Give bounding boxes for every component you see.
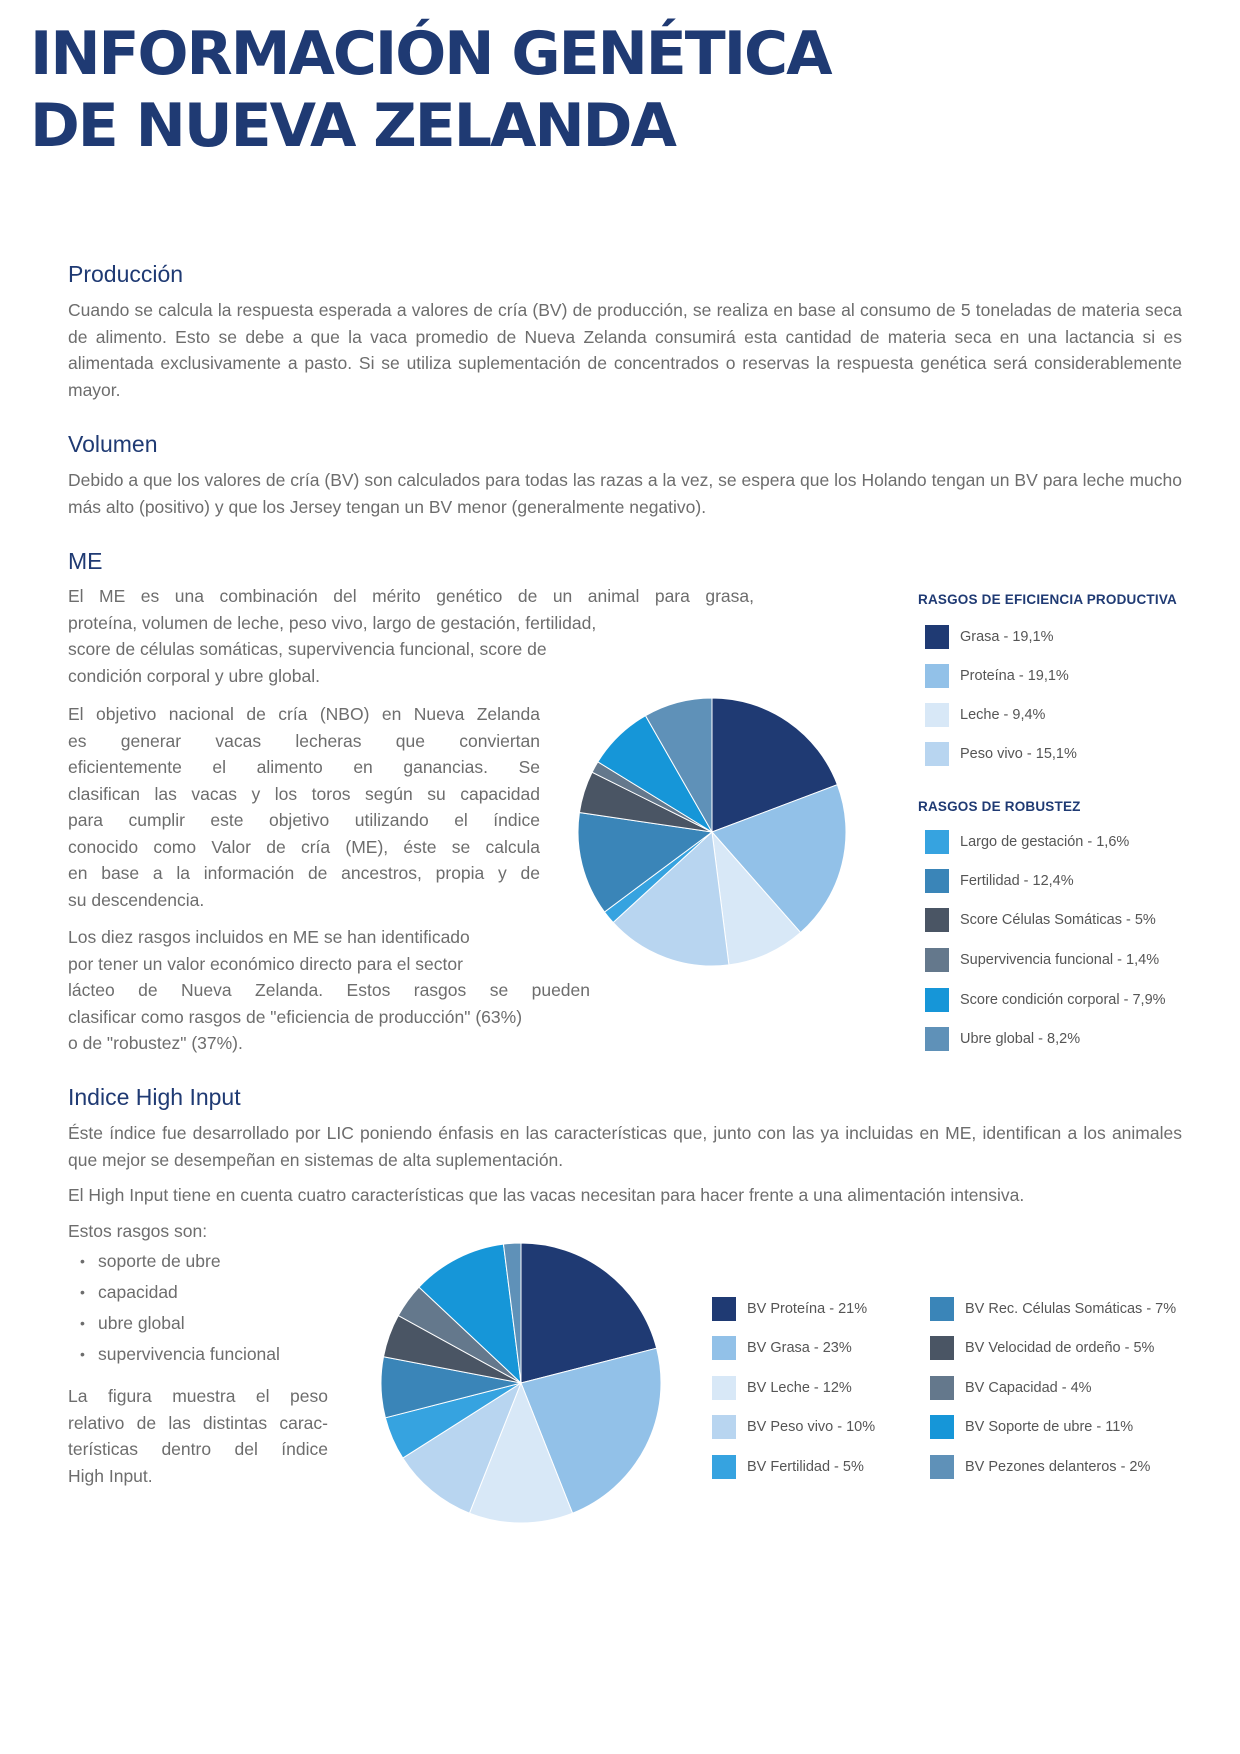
list-item xyxy=(68,1246,280,1277)
list-item xyxy=(68,1339,280,1370)
legend-label: BV Proteína - 21% xyxy=(747,1301,868,1317)
legend-item-bv-celulas-somaticas xyxy=(930,1297,1176,1321)
me-p1-line: proteína, volumen de leche, peso vivo, largo de gestación, fertilidad, xyxy=(68,612,597,633)
legend-item-condicion-corporal xyxy=(925,988,1166,1012)
high-input-text-2: El High Input tiene en cuenta cuatro características que las vacas necesitan para hacer frente a una alimentación intensiva. xyxy=(68,1185,1025,1205)
legend-item-supervivencia xyxy=(925,948,1159,972)
legend-label: Score condición corporal - 7,9% xyxy=(960,992,1166,1008)
legend-label: BV Pezones delanteros - 2% xyxy=(965,1459,1151,1475)
high-input-pie-chart xyxy=(376,1238,666,1528)
legend-item-bv-capacidad xyxy=(930,1376,1092,1400)
legend-label: Proteína - 19,1% xyxy=(960,668,1069,684)
me-p3-line: Los diez rasgos incluidos en ME se han identificado xyxy=(68,927,470,947)
legend-label: Grasa - 19,1% xyxy=(960,629,1054,645)
legend-label: Leche - 9,4% xyxy=(960,707,1046,723)
me-paragraph-1 xyxy=(68,583,754,689)
legend-swatch xyxy=(712,1376,736,1400)
legend-item-bv-peso-vivo xyxy=(712,1415,875,1439)
me-p3-line: o de "robustez" (37%). xyxy=(68,1033,243,1053)
page-title xyxy=(30,18,831,162)
legend-swatch xyxy=(925,869,949,893)
me-paragraph-3 xyxy=(68,924,590,1057)
legend-swatch xyxy=(925,742,949,766)
legend-label: Fertilidad - 12,4% xyxy=(960,873,1074,889)
trait-label: ubre global xyxy=(98,1313,185,1333)
legend-swatch xyxy=(930,1297,954,1321)
legend-label: BV Rec. Células Somáticas - 7% xyxy=(965,1301,1177,1317)
legend-item-leche xyxy=(925,703,1045,727)
legend-label: BV Leche - 12% xyxy=(747,1380,852,1396)
caption-line: terísticas dentro del índice xyxy=(68,1439,328,1459)
legend-swatch xyxy=(925,703,949,727)
caption-line: La figura muestra el peso xyxy=(68,1386,328,1406)
me-p1-line: El ME es una combinación del mérito genético de un animal para grasa, xyxy=(68,586,754,606)
traits-list xyxy=(68,1246,280,1370)
legend-swatch xyxy=(930,1415,954,1439)
legend-label: BV Grasa - 23% xyxy=(747,1340,852,1356)
legend-swatch xyxy=(925,830,949,854)
legend-swatch xyxy=(925,1027,949,1051)
produccion-text: Cuando se calcula la respuesta esperada a valores de cría (BV) de producción, se realiza en base al consumo de 5 toneladas de materia seca de alimento. Esto se debe a que la vaca promedio de Nueva Zelanda consumirá esta cantidad de materia seca en una lactancia si es alimentada exclusivamente a pasto. Si se utiliza suplementación de concentrados o reservas la respuesta genética será considerablemente mayor. xyxy=(68,300,1182,400)
trait-label: soporte de ubre xyxy=(98,1251,221,1271)
legend-item-bv-proteina xyxy=(712,1297,867,1321)
legend-swatch xyxy=(712,1415,736,1439)
me-p2-line: para cumplir este objetivo utilizando el índice xyxy=(68,810,540,830)
me-p1-line: condición corporal y ubre global. xyxy=(68,665,320,686)
caption-line: relativo de las distintas carac- xyxy=(68,1412,328,1433)
legend-swatch xyxy=(712,1455,736,1479)
me-p2-line: eficientemente el alimento en ganancias. Se xyxy=(68,757,540,777)
bullet: • xyxy=(80,1315,85,1331)
trait-label: supervivencia funcional xyxy=(98,1344,280,1364)
legend-item-largo-gestacion xyxy=(925,830,1129,854)
legend-item-bv-fertilidad xyxy=(712,1455,864,1479)
legend-item-grasa xyxy=(925,625,1054,649)
legend-title-eficiencia: RASGOS DE EFICIENCIA PRODUCTIVA xyxy=(918,592,1177,607)
me-p2-line: conocido como Valor de cría (ME), éste se calcula xyxy=(68,836,540,857)
bullet: • xyxy=(80,1346,85,1362)
me-p2-line: El objetivo nacional de cría (NBO) en Nueva Zelanda xyxy=(68,704,540,724)
trait-label: capacidad xyxy=(98,1282,178,1302)
legend-label: BV Velocidad de ordeño - 5% xyxy=(965,1340,1155,1356)
volumen-text: Debido a que los valores de cría (BV) son calculados para todas las razas a la vez, se espera que los Holando tengan un BV para leche mucho más alto (positivo) y que los Jersey tengan un BV menor (generalmente negativo). xyxy=(68,470,1182,517)
legend-label: Score Células Somáticas - 5% xyxy=(960,912,1156,928)
legend-label: Supervivencia funcional - 1,4% xyxy=(960,952,1160,968)
high-input-text-1: Éste índice fue desarrollado por LIC poniendo énfasis en las características que, junto con las ya incluidas en ME, identifican a los animales que mejor se desempeñan en sistemas de alta suplementación. xyxy=(68,1123,1182,1170)
section-heading-me: ME xyxy=(68,548,103,574)
legend-item-ubre-global xyxy=(925,1027,1080,1051)
me-p2-line: clasifican las vacas y los toros según su capacidad xyxy=(68,783,540,804)
traits-intro: Estos rasgos son: xyxy=(68,1221,208,1241)
me-p2-line: es generar vacas lecheras que conviertan xyxy=(68,730,540,751)
me-paragraph-2 xyxy=(68,701,540,913)
caption-line: High Input. xyxy=(68,1465,153,1486)
bullet: • xyxy=(80,1284,85,1300)
me-pie-chart xyxy=(578,692,848,972)
legend-item-fertilidad xyxy=(925,869,1074,893)
legend-label: Ubre global - 8,2% xyxy=(960,1031,1081,1047)
legend-item-bv-pezones-delanteros xyxy=(930,1455,1150,1479)
legend-item-bv-soporte-ubre xyxy=(930,1415,1133,1439)
legend-swatch xyxy=(930,1376,954,1400)
legend-item-celulas-somaticas xyxy=(925,908,1156,932)
legend-swatch xyxy=(925,948,949,972)
legend-swatch xyxy=(925,625,949,649)
high-input-caption xyxy=(68,1383,328,1489)
me-p3-line: por tener un valor económico directo para el sector xyxy=(68,953,463,974)
legend-item-bv-velocidad-ordeno xyxy=(930,1336,1154,1360)
page-title-line-2: DE NUEVA ZELANDA xyxy=(30,91,675,161)
section-heading-produccion: Producción xyxy=(68,261,184,287)
legend-swatch xyxy=(930,1455,954,1479)
me-p3-line: clasificar como rasgos de "eficiencia de producción" (63%) xyxy=(68,1006,523,1027)
bullet: • xyxy=(80,1253,85,1269)
legend-label: BV Peso vivo - 10% xyxy=(747,1419,876,1435)
legend-item-bv-grasa xyxy=(712,1336,852,1360)
legend-title-robustez: RASGOS DE ROBUSTEZ xyxy=(918,799,1081,814)
legend-item-bv-leche xyxy=(712,1376,852,1400)
legend-swatch xyxy=(925,908,949,932)
list-item xyxy=(68,1277,280,1308)
legend-swatch xyxy=(712,1336,736,1360)
legend-label: BV Capacidad - 4% xyxy=(965,1380,1092,1396)
legend-label: BV Soporte de ubre - 11% xyxy=(965,1419,1134,1435)
section-heading-volumen: Volumen xyxy=(68,431,158,457)
legend-label: Largo de gestación - 1,6% xyxy=(960,834,1130,850)
section-heading-high-input: Indice High Input xyxy=(68,1084,241,1110)
me-p3-line: lácteo de Nueva Zelanda. Estos rasgos se pueden xyxy=(68,980,590,1000)
page-title-line-1: INFORMACIÓN GENÉTICA xyxy=(30,19,831,89)
me-p2-line: en base a la información de ancestros, propia y de xyxy=(68,863,540,883)
legend-label: Peso vivo - 15,1% xyxy=(960,746,1077,762)
legend-swatch xyxy=(925,664,949,688)
me-p1-line: score de células somáticas, supervivencia funcional, score de xyxy=(68,639,547,659)
legend-swatch xyxy=(712,1297,736,1321)
legend-label: BV Fertilidad - 5% xyxy=(747,1459,864,1475)
legend-swatch xyxy=(930,1336,954,1360)
legend-item-peso-vivo xyxy=(925,742,1077,766)
list-item xyxy=(68,1308,280,1339)
legend-swatch xyxy=(925,988,949,1012)
me-p2-line: su descendencia. xyxy=(68,889,205,910)
legend-item-proteina xyxy=(925,664,1069,688)
